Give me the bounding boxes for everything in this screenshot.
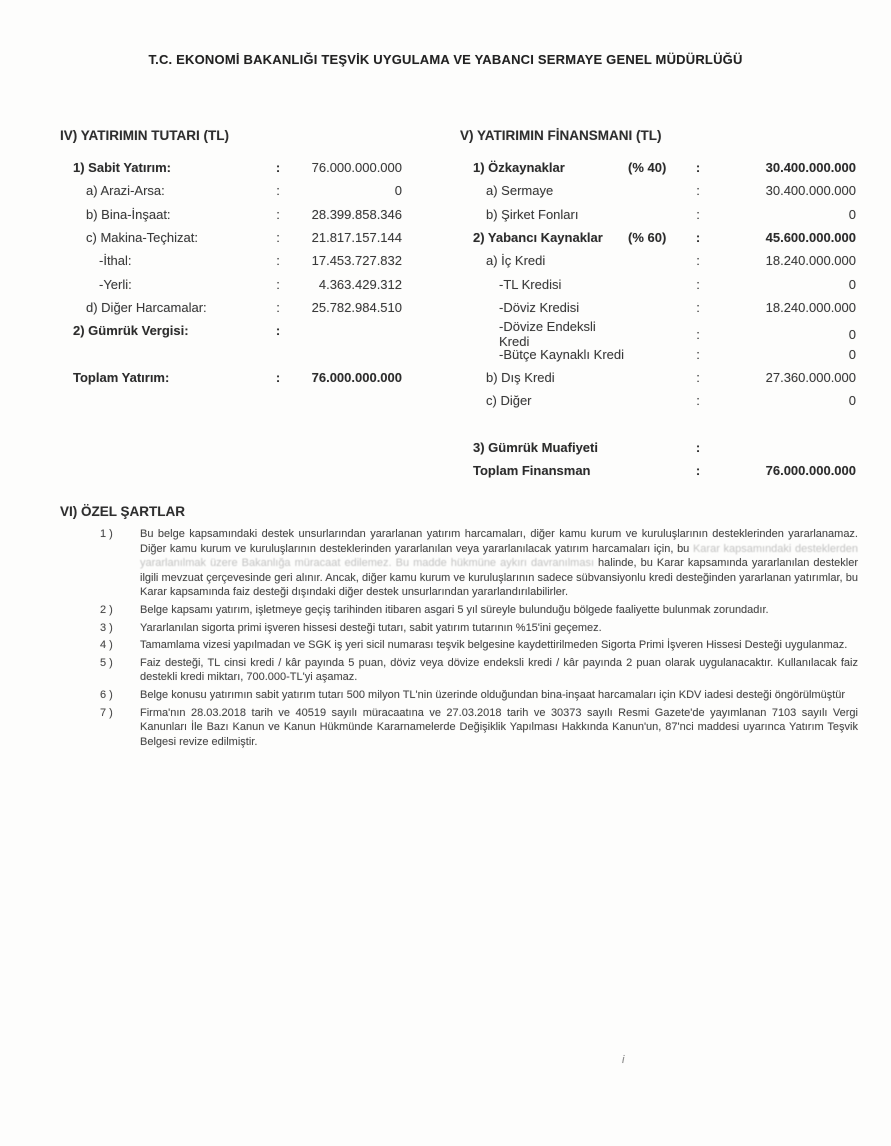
row-colon: : [276,276,280,292]
condition-text-segment: Tamamlama vizesi yapılmadan ve SGK iş yeri sicil numarası teşvik belgesine kaydettirilmeden Sigorta Primi İşveren Hissesi Desteği uygulanmaz. [140,639,848,652]
condition-item [100,706,858,750]
row-colon: : [695,160,701,176]
row-value: 27.360.000.000 [765,369,856,385]
table-row [460,272,860,295]
row-value: 25.782.984.510 [311,299,402,315]
table-row [460,459,860,482]
condition-text-segment: Firma'nın 28.03.2018 tarih ve 40519 sayılı müracaatına ve 27.03.2018 tarih ve 30373 sayılı Resmi Gazete'de yayımlanan 7103 sayılı Vergi Kanunları İle Bazı Kanun ve Kanun Hükmünde Kararnamelerde Değişiklik Yapılması Hakkında Kanun'un, 87'nci maddesi uyarınca Yatırım Teşvik Belgesi revize edilmiştir. [140,706,858,748]
table-row [60,226,406,249]
row-label: b) Şirket Fonları [486,206,579,222]
condition-text-segment: halinde, bu Karar kapsamında yararlanılan destekler ilgili mevzuat çerçevesinde geri alınır. Ancak, diğer kamu kurum ve kuruluşlarının sadece sübvansiyonlu kredi desteğinden yararlanan yatırımlar, bu Karar kapsamında faiz desteği dışındaki diğer destek unsurlarından yararlandırılabilirler. [140,557,858,599]
row-value: 0 [848,346,856,362]
condition-text [140,621,858,636]
table-row [60,319,406,342]
section-investment-amount [60,128,406,389]
table-row [60,156,406,179]
condition-text [140,688,858,703]
row-value: 28.399.858.346 [311,206,402,222]
condition-text-segment: Faiz desteği, TL cinsi kredi / kâr payında 5 puan, döviz veya dövize endeksli kredi / kâr payında 2 puan olarak uygulanacaktır. Kullanılacak faiz destekli kredi miktarı, 700.000-TL'yi aşamaz. [140,656,858,684]
row-percent: (% 40) [628,160,667,176]
table-row [460,366,860,389]
row-label: 1) Sabit Yatırım: [73,160,172,176]
row-value: 0 [848,206,856,222]
section-vi-title: VI) ÖZEL ŞARTLAR [60,504,186,519]
row-colon: : [696,183,700,199]
condition-item [100,621,858,636]
table-row [460,436,860,459]
row-value: 21.817.157.144 [311,230,402,246]
condition-text [140,656,858,685]
table-row [60,179,406,202]
condition-number: 7 ) [100,706,113,719]
table-row [460,342,860,365]
row-label: -Döviz Kredisi [499,299,580,315]
table-row [60,296,406,319]
row-colon: : [695,439,701,455]
row-colon: : [275,369,281,385]
row-value: 17.453.727.832 [311,253,402,269]
condition-text-faded-segment: Karar kapsamındaki desteklerden yararlanılmak üzere Bakanlığa müracaat edilemez. Bu madde hükmüne aykırı davranılması [140,542,858,570]
row-colon: : [276,183,280,199]
condition-text [140,527,858,600]
row-label: 2) Gümrük Vergisi: [73,323,189,339]
table-row [460,156,860,179]
row-label: -Dövize Endeksli Kredi [499,319,596,350]
row-colon: : [695,463,701,478]
row-colon: : [276,206,280,222]
condition-text [140,706,858,750]
row-label: b) Bina-İnşaat: [86,206,171,222]
row-colon: : [275,160,281,176]
table-row [60,366,406,389]
table-row [60,249,406,272]
table-row [460,226,860,249]
table-row [60,203,406,226]
row-value: 0 [848,393,856,409]
row-value: 0 [394,183,402,199]
row-label: -TL Kredisi [499,276,562,292]
row-colon: : [695,230,701,246]
condition-text-segment: Yararlanılan sigorta primi işveren hissesi desteği tutarı, sabit yatırım tutarının %15'ini geçemez. [140,621,602,634]
row-label: Toplam Yatırım: [73,369,170,385]
section-v-title: V) YATIRIMIN FİNANSMANI (TL) [460,128,662,143]
section-iv-title: IV) YATIRIMIN TUTARI (TL) [60,128,229,143]
page-mark: i [622,1054,625,1066]
condition-number: 5 ) [100,656,113,669]
row-colon: : [696,346,700,362]
row-colon: : [696,393,700,409]
row-percent: (% 60) [628,230,667,246]
condition-item [100,527,858,600]
condition-number: 2 ) [100,603,113,616]
condition-item [100,603,858,618]
row-colon: : [696,253,700,269]
row-colon: : [696,276,700,292]
condition-text [140,638,858,653]
condition-text-segment: Bu belge kapsamındaki destek unsurlarından yararlanan yatırım harcamaları, diğer kamu kurum ve kuruluşlarının desteklerinden yararlanamaz. Diğer kamu kurum ve kuruluşlarının desteklerinden yararlanılan veya yararlanılacak yatırım harcamaları için, bu [140,528,858,555]
row-label: b) Dış Kredi [486,369,555,385]
row-value: 30.400.000.000 [765,183,856,199]
table-spacer-row [460,412,860,435]
condition-text-segment: Belge kapsamı yatırım, işletmeye geçiş tarihinden itibaren asgari 5 yıl süreyle bulunduğu bölgede faaliyette bulunmak zorundadır. [140,603,769,616]
row-value: 4.363.429.312 [318,276,402,292]
row-colon: : [696,299,700,315]
condition-item [100,688,858,703]
row-label: a) Sermaye [486,183,554,199]
row-label: a) İç Kredi [486,253,546,269]
row-label: -İthal: [99,253,132,269]
row-value: 0 [848,276,856,292]
document-title: T.C. EKONOMİ BAKANLIĞI TEŞVİK UYGULAMA VE YABANCI SERMAYE GENEL MÜDÜRLÜĞÜ [148,52,743,67]
row-colon: : [276,253,280,269]
condition-item [100,638,858,653]
row-colon: : [696,206,700,222]
condition-number: 3 ) [100,621,113,634]
row-label: c) Makina-Teçhizat: [86,230,198,246]
row-value: 76.000.000.000 [311,160,402,176]
row-label: 1) Özkaynaklar [473,160,565,176]
row-value: 76.000.000.000 [765,463,856,478]
condition-text [140,603,858,618]
financing-table [460,156,860,482]
row-label: a) Arazi-Arsa: [86,183,165,199]
row-label: d) Diğer Harcamalar: [86,299,207,315]
row-value: 76.000.000.000 [311,369,402,385]
section-financing [460,128,860,482]
row-label: -Yerli: [99,276,132,292]
row-label: c) Diğer [486,393,532,409]
investment-amount-table [60,156,406,389]
condition-number: 6 ) [100,688,113,701]
row-colon: : [275,323,281,339]
table-row [60,272,406,295]
condition-text-segment: Belge konusu yatırımın sabit yatırım tutarı 500 milyon TL'nin üzerinde olduğundan bina-inşaat harcamaları için KDV iadesi desteği öngörülmüştür [140,688,846,701]
condition-number: 4 ) [100,639,113,652]
table-row [460,249,860,272]
row-colon: : [276,299,280,315]
condition-number: 1 ) [100,528,113,540]
table-row [460,296,860,319]
table-row [460,203,860,226]
row-value: 18.240.000.000 [765,253,856,269]
row-label: Toplam Finansman [473,463,591,478]
table-spacer-row [60,342,406,365]
row-value: 18.240.000.000 [765,299,856,315]
row-colon: : [696,326,700,342]
row-value: 30.400.000.000 [765,160,856,176]
special-conditions-list [60,527,860,749]
row-value: 45.600.000.000 [765,230,856,246]
condition-item [100,656,858,685]
row-label: 2) Yabancı Kaynaklar [473,230,603,246]
row-label: 3) Gümrük Muafiyeti [473,439,598,455]
row-colon: : [696,369,700,385]
table-row [460,319,860,350]
row-colon: : [276,230,280,246]
table-row [460,389,860,412]
table-row [460,179,860,202]
row-value: 0 [848,326,856,342]
row-label: -Bütçe Kaynaklı Kredi [499,346,625,362]
section-special-conditions [60,504,860,752]
